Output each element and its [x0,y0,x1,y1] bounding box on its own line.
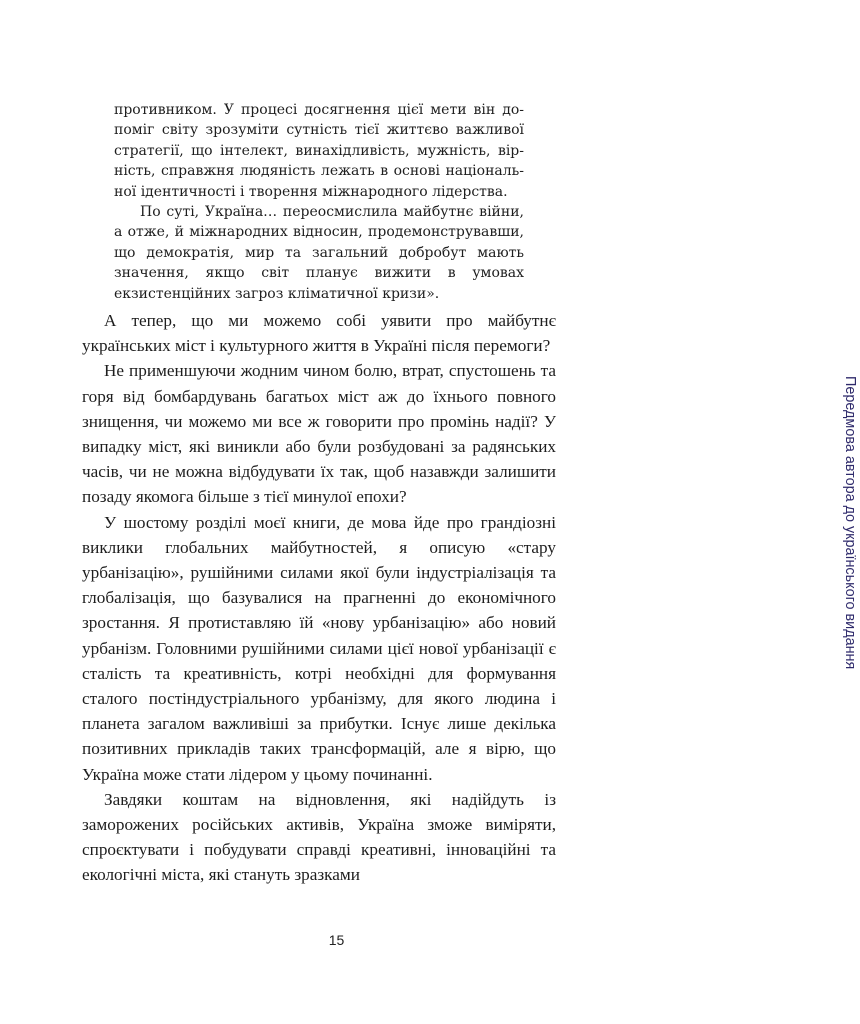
quote-paragraph: противником. У процесі досягнення цієї мети він допоміг світу зрозуміти сутність тієї життєво важливої стратегії, що інтелект, винахідливість, мужність, вірність, справжня людяність лежать в основі національної ідентичності і творення міжнародного лідерства. [114,102,524,200]
main-text [82,308,556,888]
body-paragraph: У шостому розділі моєї книги, де мова йде про грандіозні виклики глобальних майбутностей, я описую «стару урбанізацію», рушійними силами якої були індустріалізація та глобалізація, що базувалися на прагненні до економічного зростання. Я протиставляю їй «нову урбанізацію» або новий урбанізм. Головними рушійними силами цієї нової урбанізації є сталість та креативність, котрі необхідні для формування сталого постіндустріального урбанізму, для якого людина і планета загалом важливіші за прибутки. Існує лише декілька позитивних прикладів таких трансформацій, але я вірю, що Україна може стати лідером у цьому починанні. [82,512,556,784]
page-number: 15 [328,932,345,948]
body-paragraph: Завдяки коштам на відновлення, які надійдуть із заморожених російських активів, Україна зможе виміряти, спроєктувати і побудувати справді креативні, інноваційні та екологічні міста, які стануть зразками [82,789,556,885]
body-paragraph: А тепер, що ми можемо собі уявити про майбутнє українських міст і культурного життя в Україні після перемоги? [82,311,556,356]
body-paragraph: Не применшуючи жодним чином болю, втрат, спустошень та горя від бомбардувань багатьох міст аж до їхнього повного знищення, чи можемо ми все ж говорити про промінь надії? У випадку міст, які виникли або були розбудовані за радянських часів, чи не можна відбудувати їх так, щоб назавжди залишити позаду якомога більше з тієї минулої епохи? [82,361,556,507]
quote-paragraph: По суті, Україна… переосмислила майбутнє війни, а отже, й міжнародних відносин, продемонструвавши, що демократія, мир та загальний добробут мають значення, якщо світ планує вижити в умовах екзистенційних загроз кліматичної кризи». [114,204,524,302]
running-section-title: Передмова автора до українського видання [842,376,858,670]
block-quote [114,100,524,304]
